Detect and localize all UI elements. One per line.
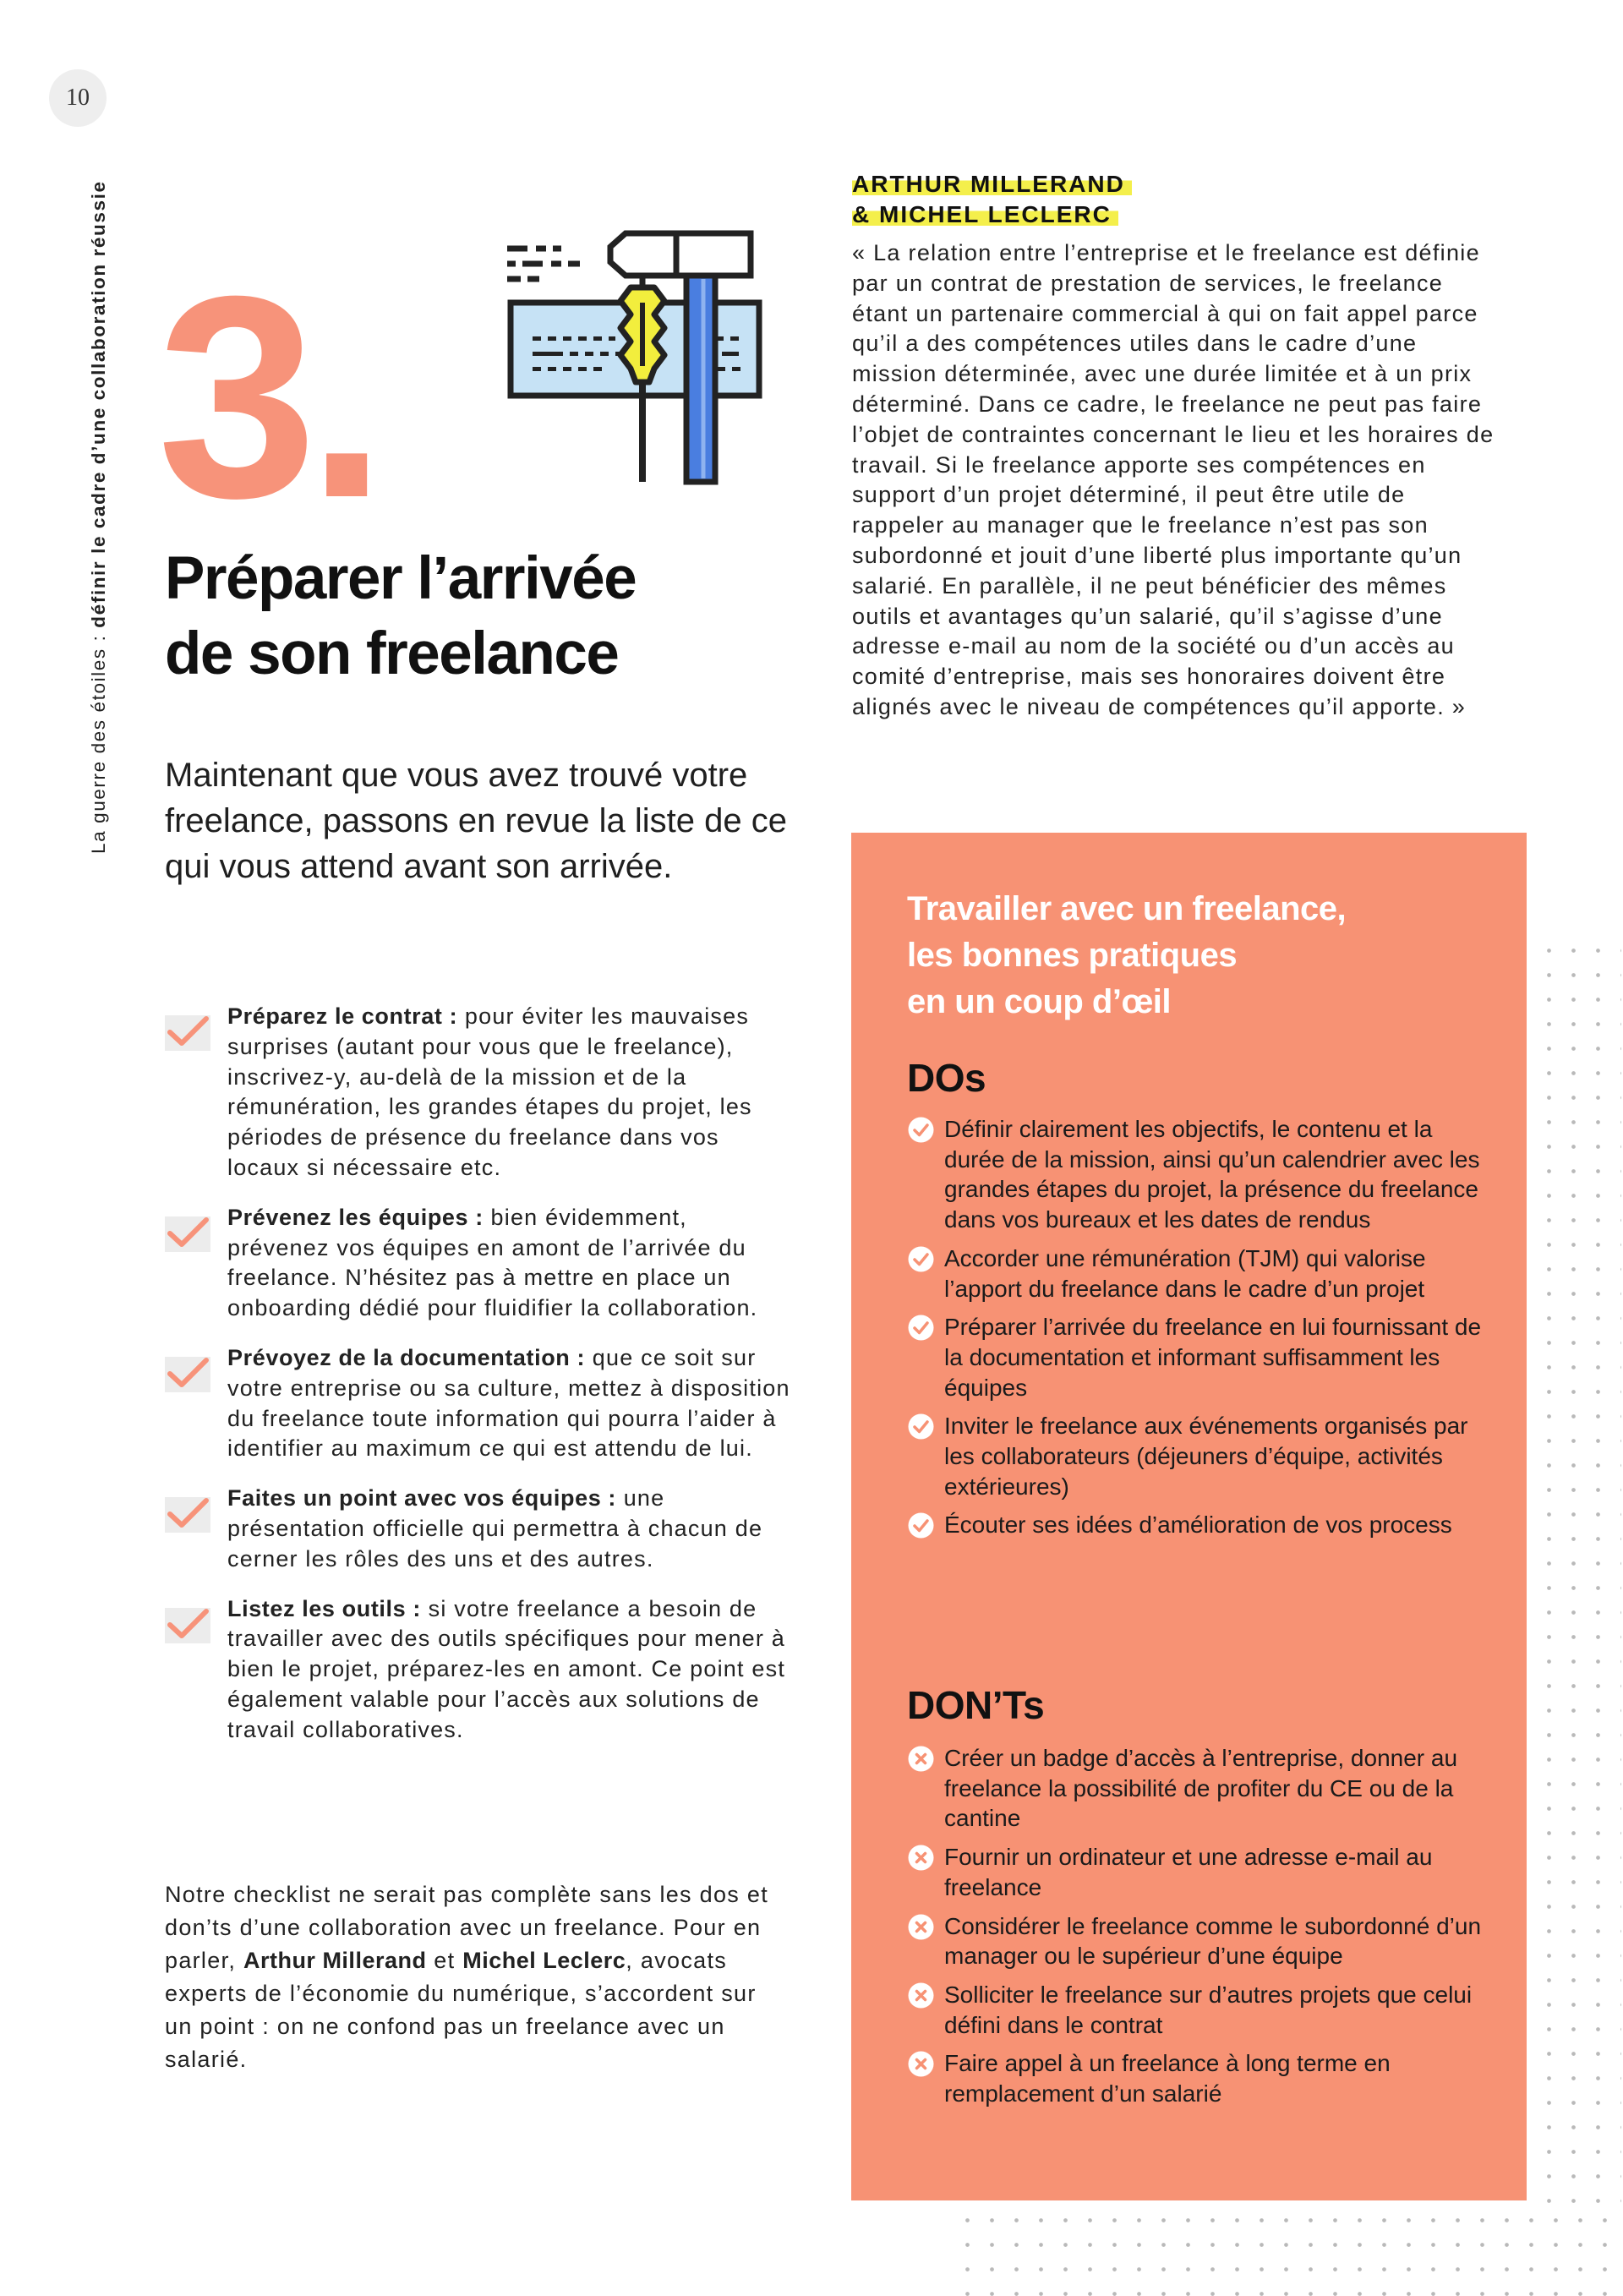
dos-heading: DOs bbox=[907, 1056, 986, 1100]
box-title: Travailler avec un freelance, les bonnes pratiques en un coup d’œil bbox=[907, 890, 1347, 1020]
checklist-item: Listez les outils : si votre freelance a besoin de travailler avec des outils spécifiques pour mener à bien le projet, préparez-les en amont. Ce point est également valable pour l’accès aux solutions de travail collaboratives. bbox=[165, 1594, 790, 1746]
page-number: 10 bbox=[49, 69, 107, 127]
intro-paragraph: Maintenant que vous avez trouvé votre freelance, passons en revue la liste de ce qui vous attend avant son arrivée. bbox=[165, 757, 787, 885]
dos-list bbox=[907, 1114, 1482, 1549]
checkmark-icon bbox=[165, 1494, 210, 1534]
checkmark-icon bbox=[165, 1012, 210, 1052]
list-item: Préparer l’arrivée du freelance en lui fournissant de la documentation et informant suffisamment les équipes bbox=[907, 1312, 1482, 1402]
checkmark-icon bbox=[165, 1353, 210, 1394]
check-circle-icon bbox=[907, 1512, 935, 1539]
outro-paragraph: Notre checklist ne serait pas complète sans les dos et don’ts d’une collaboration avec un freelance. Pour en parler, Arthur Millerand et Michel Leclerc, avocats experts de l’économie du numérique, s’accordent sur un point : on ne confond pas un freelance avec un salarié. bbox=[165, 1882, 769, 2072]
cross-circle-icon bbox=[907, 1844, 935, 1872]
check-circle-icon bbox=[907, 1413, 935, 1440]
checkmark-icon bbox=[165, 1604, 210, 1645]
tools-keyboard-illustration bbox=[499, 227, 768, 485]
checklist-item: Faites un point avec vos équipes : une présentation officielle qui permettra à chacun de cerner les rôles des uns et des autres. bbox=[165, 1484, 790, 1574]
list-item: Fournir un ordinateur et une adresse e-mail au freelance bbox=[907, 1842, 1482, 1902]
cross-circle-icon bbox=[907, 1982, 935, 2009]
section-number: 3. bbox=[157, 237, 377, 558]
list-item: Considérer le freelance comme le subordonné d’un manager ou le supérieur d’une équipe bbox=[907, 1911, 1482, 1971]
checklist-item: Préparez le contrat : pour éviter les mauvaises surprises (autant pour vous que le freelance), inscrivez-y, au-delà de la mission et de la rémunération, les grandes étapes du projet, les périodes de présence du freelance dans vos locaux si nécessaire etc. bbox=[165, 1002, 790, 1184]
running-header-vertical: La guerre des étoiles : définir le cadre d’une collaboration réussie bbox=[88, 180, 109, 854]
quote-text: « La relation entre l’entreprise et le freelance est définie par un contrat de prestation de services, le freelance étant un partenaire commercial à qui on fait appel parce qu’il a des compétences utiles dans le cadre d’une mission déterminée, avec une durée limitée et à un prix déterminé. Dans ce cadre, le freelance ne peut pas faire l’objet de contraintes concernant le lieu et les horaires de travail. Si le freelance apporte ses compétences en support d’un projet déterminé, il peut être utile de rappeler au manager que le freelance n’est pas son subordonné et jouit d’une liberté plus importante qu’un salarié. En parallèle, il ne peut bénéficier des mêmes outils et avantages qu’un salarié, qu’il s’agisse d’une adresse e-mail au nom de la société ou d’un accès au comité d’entreprise, mais ses honoraires doivent être alignés avec le niveau de compétences qu’il apporte. » bbox=[852, 240, 1495, 719]
cross-circle-icon bbox=[907, 1745, 935, 1773]
donts-list bbox=[907, 1743, 1482, 2118]
checklist bbox=[165, 1002, 790, 1765]
check-circle-icon bbox=[907, 1314, 935, 1342]
list-item: Accorder une rémunération (TJM) qui valorise l’apport du freelance dans le cadre d’un projet bbox=[907, 1244, 1482, 1304]
list-item: Faire appel à un freelance à long terme en remplacement d’un salarié bbox=[907, 2048, 1482, 2108]
checkmark-icon bbox=[165, 1213, 210, 1254]
list-item: Solliciter le freelance sur d’autres projets que celui défini dans le contrat bbox=[907, 1980, 1482, 2040]
checklist-item: Prévenez les équipes : bien évidemment, prévenez vos équipes en amont de l’arrivée du freelance. N’hésitez pas à mettre en place un onboarding dédié pour fluidifier la collaboration. bbox=[165, 1203, 790, 1324]
cross-circle-icon bbox=[907, 2050, 935, 2078]
cross-circle-icon bbox=[907, 1913, 935, 1941]
list-item: Définir clairement les objectifs, le contenu et la durée de la mission, ainsi qu’un calendrier avec les grandes étapes du projet, la présence du freelance dans vos bureaux et les dates de rendus bbox=[907, 1114, 1482, 1235]
check-circle-icon bbox=[907, 1245, 935, 1273]
check-circle-icon bbox=[907, 1116, 935, 1144]
quote-authors: ARTHUR MILLERAND & MICHEL LECLERC bbox=[852, 169, 1132, 230]
dots-pattern bbox=[1537, 938, 1621, 2206]
page-title: Préparer l’arrivée de son freelance bbox=[165, 545, 637, 687]
dots-pattern bbox=[955, 2208, 1623, 2296]
list-item: Inviter le freelance aux événements organisés par les collaborateurs (déjeuners d’équipe, activités extérieures) bbox=[907, 1411, 1482, 1501]
donts-heading: DON’Ts bbox=[907, 1683, 1045, 1727]
list-item: Écouter ses idées d’amélioration de vos process bbox=[907, 1510, 1482, 1540]
checklist-item: Prévoyez de la documentation : que ce soit sur votre entreprise ou sa culture, mettez à disposition du freelance toute information qui pourra l’aider à identifier au maximum ce qui est attendu de lui. bbox=[165, 1343, 790, 1464]
list-item: Créer un badge d’accès à l’entreprise, donner au freelance la possibilité de profiter du CE ou de la cantine bbox=[907, 1743, 1482, 1834]
